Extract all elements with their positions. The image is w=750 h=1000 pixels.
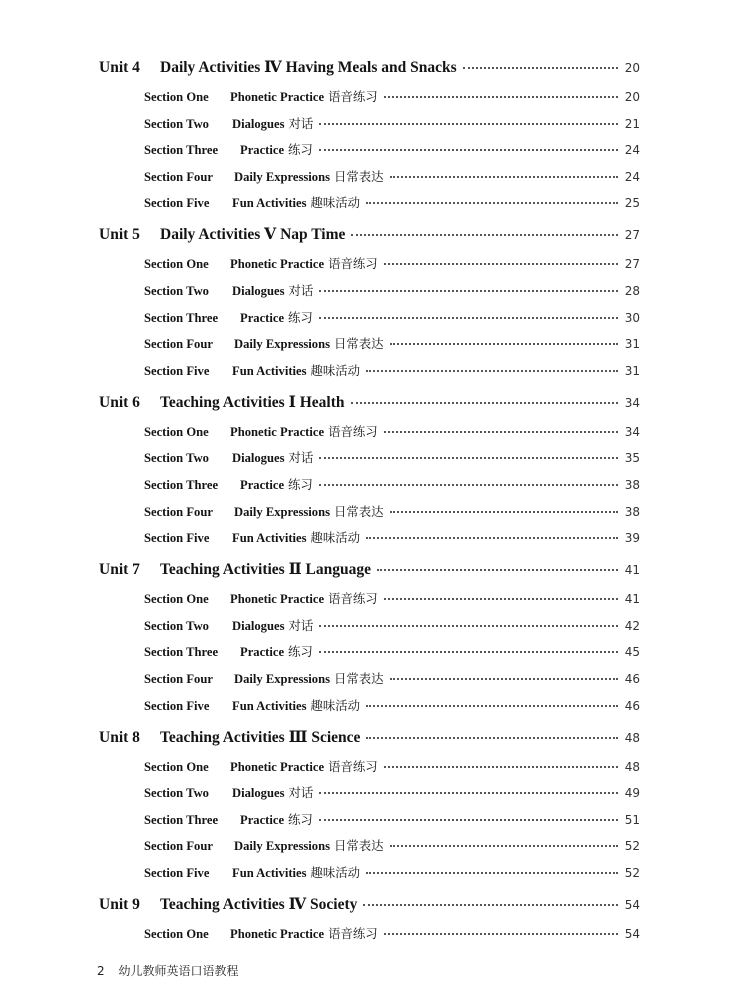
section-title: Fun Activities: [232, 531, 307, 546]
section-title: Daily Expressions: [234, 169, 330, 184]
page-number: 46: [624, 672, 640, 686]
toc-section-entry: [144, 475, 640, 493]
section-title: Dialogues: [232, 618, 285, 633]
section-label: Section Three: [144, 478, 219, 492]
toc-section-entry: [144, 422, 640, 440]
section-title: Phonetic Practice: [230, 592, 325, 607]
section-label: Section Two: [144, 116, 209, 131]
leader-dots: [366, 370, 618, 372]
section-label: Section Four: [144, 337, 213, 352]
unit-number: Unit 8: [99, 728, 140, 746]
toc-section-entry: [144, 87, 640, 105]
toc-section-entry: [144, 361, 640, 379]
unit-title: Teaching Activities Ⅳ Society: [160, 896, 358, 913]
section-title: Practice: [240, 478, 285, 492]
section-title-chinese: 语音练习: [328, 89, 378, 104]
leader-dots: [390, 511, 618, 513]
unit-title: Daily Activities Ⅳ Having Meals and Snacks: [160, 59, 457, 76]
section-label: Section One: [144, 257, 209, 272]
section-title: Practice: [240, 143, 285, 158]
section-title-chinese: 练习: [288, 142, 313, 158]
page-number: 49: [624, 786, 640, 801]
section-label: Section One: [144, 90, 209, 104]
section-title: Phonetic Practice: [230, 759, 325, 774]
section-label: Section Five: [144, 363, 210, 378]
section-title: Phonetic Practice: [230, 257, 325, 272]
section-title: Daily Expressions: [234, 839, 330, 854]
page-number: 34: [624, 424, 640, 439]
toc-section-entry: [144, 140, 640, 158]
leader-dots: [366, 737, 618, 739]
page-number: 30: [624, 310, 640, 325]
page-number: 28: [624, 284, 640, 298]
section-title-chinese: 对话: [288, 450, 314, 466]
section-label: Section Two: [144, 284, 209, 298]
page-number: 41: [624, 563, 640, 578]
section-label: Section Five: [144, 196, 210, 211]
section-title-chinese: 趣味活动: [310, 697, 361, 713]
toc-section-entry: [144, 167, 640, 185]
page-number: 52: [624, 839, 640, 854]
section-title-chinese: 日常表达: [334, 336, 384, 352]
section-title: Daily Expressions: [234, 672, 330, 686]
section-title: Practice: [240, 645, 285, 660]
page-number: 34: [624, 395, 640, 410]
section-title-chinese: 日常表达: [334, 671, 384, 686]
unit-number: Unit 9: [99, 896, 140, 913]
leader-dots: [384, 766, 618, 768]
section-label: Section Four: [144, 839, 213, 854]
section-label: Section One: [144, 424, 209, 439]
toc-section-entry: [144, 616, 640, 634]
section-title-chinese: 语音练习: [328, 423, 378, 439]
leader-dots: [363, 904, 618, 906]
leader-dots: [319, 290, 618, 292]
page-number: 54: [624, 927, 640, 941]
page-number: 46: [624, 698, 640, 713]
section-label: Section Five: [144, 866, 210, 880]
page-number: 31: [624, 363, 640, 378]
page-number: 20: [624, 90, 640, 104]
unit-title: Teaching Activities Ⅰ Health: [160, 393, 345, 411]
leader-dots: [390, 845, 618, 847]
section-title-chinese: 日常表达: [334, 168, 384, 184]
section-label: Section Two: [144, 618, 209, 633]
section-title-chinese: 趣味活动: [310, 362, 361, 378]
page-number: 24: [624, 143, 640, 158]
page-number: 41: [624, 592, 640, 607]
section-title-chinese: 日常表达: [334, 838, 384, 854]
section-title: Dialogues: [232, 786, 285, 801]
leader-dots: [377, 569, 618, 571]
section-title: Phonetic Practice: [230, 90, 325, 104]
section-title-chinese: 语音练习: [328, 926, 378, 941]
section-title-chinese: 对话: [288, 283, 314, 298]
leader-dots: [384, 96, 618, 98]
section-title: Daily Expressions: [234, 504, 330, 519]
toc-unit-entry: [99, 392, 640, 412]
unit-title: Teaching Activities Ⅱ Language: [160, 561, 371, 579]
page-number: 35: [624, 451, 640, 466]
toc-section-entry: [144, 783, 640, 801]
leader-dots: [366, 537, 618, 539]
toc-section-entry: [144, 193, 640, 211]
page-number: 39: [624, 531, 640, 546]
leader-dots: [319, 317, 618, 319]
toc-section-entry: [144, 308, 640, 326]
toc-section-entry: [144, 810, 640, 828]
section-label: Section Three: [144, 645, 219, 660]
unit-title: Daily Activities Ⅴ Nap Time: [160, 226, 346, 244]
leader-dots: [384, 598, 618, 600]
toc-section-entry: [144, 114, 640, 132]
page-number: 52: [624, 866, 640, 880]
section-title: Practice: [240, 310, 285, 325]
page-number: 21: [624, 116, 640, 131]
page-number: 48: [624, 730, 640, 745]
toc-section-entry: [144, 528, 640, 546]
section-title: Fun Activities: [232, 363, 307, 378]
section-title-chinese: 练习: [288, 644, 313, 660]
section-label: Section Four: [144, 672, 213, 686]
toc-section-entry: [144, 642, 640, 660]
section-title-chinese: 练习: [288, 477, 313, 492]
section-title-chinese: 对话: [288, 617, 314, 633]
section-title: Practice: [240, 812, 285, 827]
section-title-chinese: 对话: [288, 785, 314, 801]
unit-title: Teaching Activities Ⅲ Science: [160, 728, 361, 746]
toc-unit-entry: [99, 559, 640, 579]
leader-dots: [390, 176, 618, 178]
leader-dots: [384, 431, 618, 433]
section-title-chinese: 语音练习: [328, 591, 378, 607]
toc-unit-entry: [99, 57, 640, 77]
leader-dots: [319, 484, 618, 486]
section-title: Phonetic Practice: [230, 424, 325, 439]
section-label: Section One: [144, 592, 209, 607]
leader-dots: [384, 263, 618, 265]
leader-dots: [319, 819, 618, 821]
toc-section-entry: [144, 448, 640, 466]
leader-dots: [366, 705, 618, 707]
toc-section-entry: [144, 836, 640, 854]
section-title: Fun Activities: [232, 866, 307, 880]
section-title-chinese: 趣味活动: [310, 865, 361, 880]
section-label: Section Three: [144, 812, 219, 827]
toc-section-entry: [144, 281, 640, 299]
toc-section-entry: [144, 502, 640, 520]
page-number: 25: [624, 196, 640, 211]
leader-dots: [319, 625, 618, 627]
toc-section-entry: [144, 696, 640, 714]
toc-unit-entry: [99, 224, 640, 244]
page-number: 31: [624, 337, 640, 352]
toc-section-entry: [144, 924, 640, 942]
leader-dots: [390, 343, 618, 345]
page-number: 38: [624, 504, 640, 519]
page-number: 42: [624, 618, 640, 633]
page-number: 54: [624, 898, 640, 912]
toc-section-entry: [144, 589, 640, 607]
leader-dots: [319, 123, 618, 125]
section-label: Section Four: [144, 504, 213, 519]
toc-section-entry: [144, 757, 640, 775]
page-number: 45: [624, 645, 640, 660]
toc-section-entry: [144, 863, 640, 881]
footer-book-title: 幼儿教师英语口语教程: [118, 964, 239, 978]
toc-section-entry: [144, 334, 640, 352]
section-title-chinese: 语音练习: [328, 758, 378, 774]
page-number: 20: [624, 61, 640, 75]
page-number: 24: [624, 169, 640, 184]
leader-dots: [319, 149, 618, 151]
section-title: Dialogues: [232, 451, 285, 466]
section-label: Section Two: [144, 786, 209, 801]
section-title-chinese: 对话: [288, 115, 314, 131]
page-number: 48: [624, 759, 640, 774]
unit-number: Unit 7: [99, 561, 140, 579]
section-title: Fun Activities: [232, 698, 307, 713]
section-label: Section One: [144, 927, 209, 941]
section-label: Section Four: [144, 169, 213, 184]
section-title: Daily Expressions: [234, 337, 330, 352]
section-title-chinese: 练习: [288, 309, 313, 325]
unit-number: Unit 5: [99, 226, 140, 244]
section-title-chinese: 语音练习: [328, 256, 378, 272]
leader-dots: [366, 202, 618, 204]
leader-dots: [384, 933, 618, 935]
section-label: Section One: [144, 759, 209, 774]
section-label: Section Three: [144, 143, 219, 158]
leader-dots: [319, 457, 618, 459]
section-title: Dialogues: [232, 116, 285, 131]
page-footer: [97, 962, 238, 979]
leader-dots: [390, 678, 618, 680]
toc-unit-entry: [99, 894, 640, 914]
section-title-chinese: 趣味活动: [310, 195, 361, 211]
page-number: 51: [624, 812, 640, 827]
page-number: 38: [624, 478, 640, 492]
toc-unit-entry: [99, 727, 640, 747]
page-number: 27: [624, 228, 640, 243]
section-label: Section Five: [144, 531, 210, 546]
leader-dots: [319, 651, 618, 653]
unit-number: Unit 6: [99, 393, 140, 411]
toc-section-entry: [144, 669, 640, 687]
footer-page-number: 2: [97, 964, 105, 978]
toc-section-entry: [144, 254, 640, 272]
leader-dots: [463, 67, 618, 69]
leader-dots: [366, 872, 618, 874]
leader-dots: [319, 792, 618, 794]
leader-dots: [351, 234, 618, 236]
page-number: 27: [624, 257, 640, 272]
section-title-chinese: 日常表达: [334, 503, 384, 519]
section-title: Phonetic Practice: [230, 927, 325, 941]
unit-number: Unit 4: [99, 59, 140, 76]
section-title-chinese: 练习: [288, 811, 313, 827]
section-title-chinese: 趣味活动: [310, 530, 361, 546]
section-title: Fun Activities: [232, 196, 307, 211]
section-label: Section Five: [144, 698, 210, 713]
section-title: Dialogues: [232, 284, 285, 298]
section-label: Section Two: [144, 451, 209, 466]
leader-dots: [351, 402, 619, 404]
section-label: Section Three: [144, 310, 219, 325]
